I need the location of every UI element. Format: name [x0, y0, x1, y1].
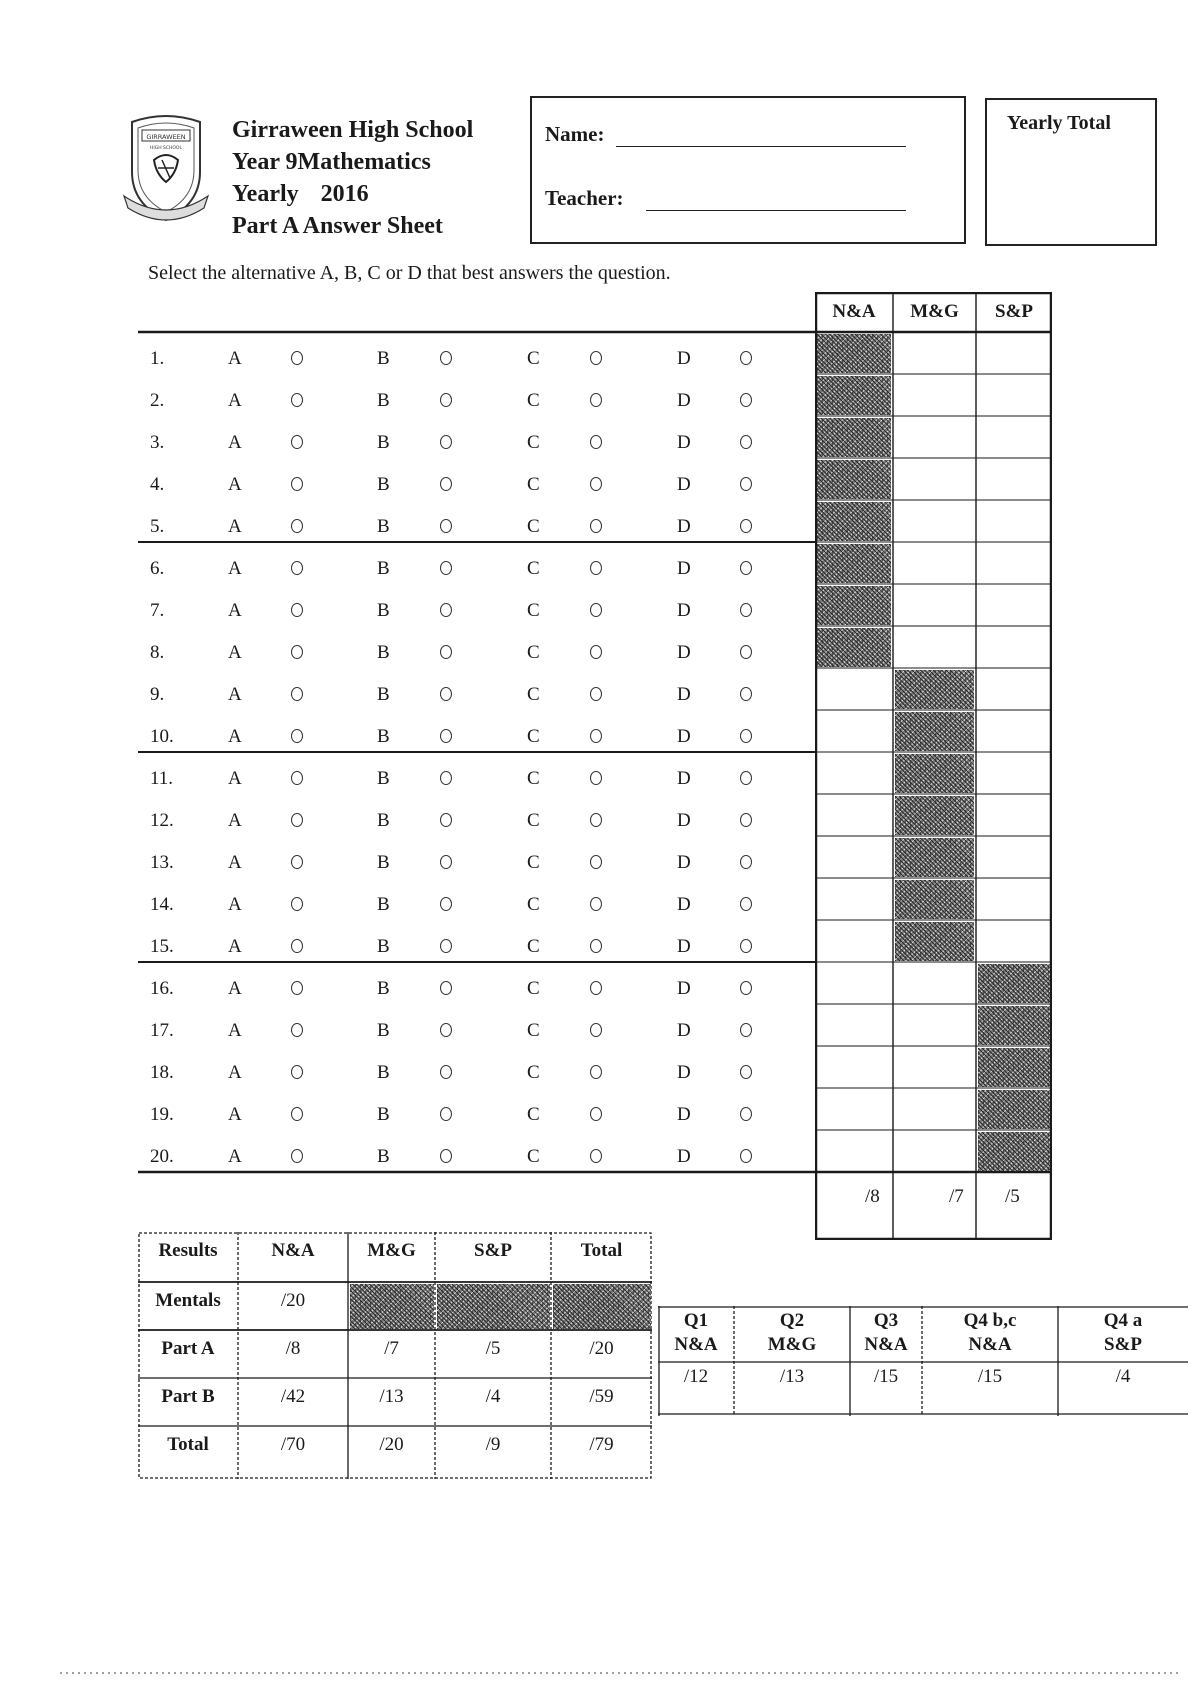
- strand-shaded-cell: [817, 502, 891, 541]
- answer-bubble-d[interactable]: [740, 939, 752, 953]
- strand-shaded-cell: [817, 334, 891, 373]
- part-b-header: Q4 b,c: [963, 1310, 1017, 1331]
- question-number: 13.: [150, 852, 174, 873]
- question-row: [0, 1052, 800, 1094]
- instruction-text: Select the alternative A, B, C or D that best answers the question.: [148, 262, 671, 284]
- option-label: D: [677, 558, 691, 579]
- question-number: 1.: [150, 348, 165, 369]
- option-label: D: [677, 390, 691, 411]
- results-shaded-cell: [437, 1284, 550, 1329]
- answer-bubble-b[interactable]: [440, 351, 452, 365]
- question-number: 16.: [150, 978, 174, 999]
- answer-bubble-d[interactable]: [740, 729, 752, 743]
- option-label: A: [228, 1104, 242, 1125]
- answer-bubble-d[interactable]: [740, 393, 752, 407]
- part-b-header: Q1: [683, 1310, 709, 1331]
- scan-edge-artifact: [60, 1672, 1180, 1674]
- option-label: B: [377, 642, 390, 663]
- answer-bubble-b[interactable]: [440, 687, 452, 701]
- answer-bubble-c[interactable]: [590, 729, 602, 743]
- option-label: B: [377, 558, 390, 579]
- option-label: B: [377, 390, 390, 411]
- option-label: D: [677, 1020, 691, 1041]
- results-table: [138, 1232, 652, 1479]
- answer-bubble-d[interactable]: [740, 855, 752, 869]
- strand-total-sp: /5: [1005, 1186, 1020, 1207]
- question-row: [0, 338, 800, 380]
- option-label: A: [228, 768, 242, 789]
- strand-table: [815, 292, 1052, 1240]
- option-label: B: [377, 978, 390, 999]
- option-label: C: [527, 852, 540, 873]
- option-label: D: [677, 768, 691, 789]
- answer-bubble-b[interactable]: [440, 519, 452, 533]
- part-b-header: S&P: [1104, 1334, 1142, 1355]
- answer-bubble-d[interactable]: [740, 1023, 752, 1037]
- answer-bubble-c[interactable]: [590, 981, 602, 995]
- option-label: A: [228, 348, 242, 369]
- question-row: [0, 758, 800, 800]
- option-label: C: [527, 432, 540, 453]
- part-b-header: Q2: [779, 1310, 805, 1331]
- option-label: A: [228, 1146, 242, 1167]
- results-value: /70: [280, 1434, 306, 1455]
- question-row: [0, 1010, 800, 1052]
- strand-shaded-cell: [817, 586, 891, 625]
- answer-bubble-d[interactable]: [740, 519, 752, 533]
- option-label: A: [228, 936, 242, 957]
- part-b-header: N&A: [968, 1334, 1012, 1355]
- strand-shaded-cell: [895, 880, 974, 919]
- answer-bubble-c[interactable]: [590, 1023, 602, 1037]
- answer-bubble-a[interactable]: [291, 645, 303, 659]
- results-value: /59: [589, 1386, 614, 1407]
- part-b-value: /15: [977, 1366, 1003, 1387]
- option-label: C: [527, 558, 540, 579]
- option-label: A: [228, 684, 242, 705]
- option-label: B: [377, 348, 390, 369]
- option-label: D: [677, 432, 691, 453]
- question-number: 7.: [150, 600, 165, 621]
- student-details-box: [530, 96, 966, 244]
- answer-bubble-b[interactable]: [440, 393, 452, 407]
- results-row-label: Part B: [161, 1386, 215, 1407]
- option-label: B: [377, 600, 390, 621]
- answer-bubble-d[interactable]: [740, 1149, 752, 1163]
- option-label: D: [677, 348, 691, 369]
- part-b-value: /13: [779, 1366, 805, 1387]
- strand-shaded-cell: [817, 418, 891, 457]
- answer-bubble-c[interactable]: [590, 393, 602, 407]
- answer-bubble-a[interactable]: [291, 603, 303, 617]
- results-value: /20: [589, 1338, 614, 1359]
- answer-bubble-b[interactable]: [440, 981, 452, 995]
- answer-bubble-a[interactable]: [291, 855, 303, 869]
- yearly-total-box[interactable]: [985, 98, 1157, 246]
- option-label: D: [677, 726, 691, 747]
- question-number: 11.: [150, 768, 174, 789]
- question-row: [0, 632, 800, 674]
- answer-bubble-c[interactable]: [590, 1065, 602, 1079]
- option-label: A: [228, 1020, 242, 1041]
- part-b-value: /12: [683, 1366, 709, 1387]
- strand-shaded-cell: [817, 376, 891, 415]
- results-header: Total: [580, 1240, 623, 1261]
- answer-bubble-b[interactable]: [440, 561, 452, 575]
- option-label: B: [377, 1104, 390, 1125]
- question-row: [0, 926, 800, 968]
- answer-bubble-b[interactable]: [440, 855, 452, 869]
- question-number: 12.: [150, 810, 174, 831]
- strand-shaded-cell: [817, 460, 891, 499]
- results-value: /8: [285, 1338, 301, 1359]
- answer-bubble-a[interactable]: [291, 981, 303, 995]
- answer-bubble-d[interactable]: [740, 477, 752, 491]
- course-title: Year 9Mathematics: [232, 149, 431, 175]
- results-value: /13: [379, 1386, 404, 1407]
- part-b-header: M&G: [767, 1334, 817, 1355]
- answer-bubble-a[interactable]: [291, 435, 303, 449]
- option-label: A: [228, 558, 242, 579]
- answer-bubble-b[interactable]: [440, 477, 452, 491]
- answer-bubble-d[interactable]: [740, 771, 752, 785]
- results-value: /7: [384, 1338, 399, 1359]
- option-label: D: [677, 1146, 691, 1167]
- strand-shaded-cell: [978, 1006, 1050, 1045]
- option-label: A: [228, 642, 242, 663]
- question-row: [0, 1094, 800, 1136]
- answer-bubble-d[interactable]: [740, 1065, 752, 1079]
- name-label: Name:: [545, 122, 605, 146]
- option-label: C: [527, 348, 540, 369]
- teacher-label: Teacher:: [545, 186, 624, 210]
- option-label: C: [527, 936, 540, 957]
- school-crest-logo: [118, 112, 214, 228]
- answer-bubble-b[interactable]: [440, 645, 452, 659]
- option-label: D: [677, 1062, 691, 1083]
- answer-bubble-b[interactable]: [440, 435, 452, 449]
- answer-bubble-c[interactable]: [590, 939, 602, 953]
- option-label: B: [377, 894, 390, 915]
- strand-shaded-cell: [978, 964, 1050, 1003]
- option-label: D: [677, 1104, 691, 1125]
- results-shaded-cell: [553, 1284, 651, 1329]
- option-label: A: [228, 852, 242, 873]
- results-value: /9: [485, 1434, 501, 1455]
- name-field[interactable]: [616, 146, 906, 147]
- answer-bubble-c[interactable]: [590, 813, 602, 827]
- answer-bubble-a[interactable]: [291, 561, 303, 575]
- results-row-label: Total: [167, 1434, 209, 1455]
- option-label: D: [677, 600, 691, 621]
- yearly-total-label: Yearly Total: [1007, 112, 1111, 134]
- answer-bubble-a[interactable]: [291, 897, 303, 911]
- question-row: [0, 968, 800, 1010]
- results-row-label: Part A: [161, 1338, 215, 1359]
- option-label: A: [228, 1062, 242, 1083]
- option-label: A: [228, 432, 242, 453]
- question-number: 5.: [150, 516, 165, 537]
- option-label: D: [677, 642, 691, 663]
- strand-shaded-cell: [817, 544, 891, 583]
- answer-bubble-b[interactable]: [440, 897, 452, 911]
- answer-bubble-c[interactable]: [590, 897, 602, 911]
- answer-bubble-d[interactable]: [740, 1107, 752, 1121]
- question-row: [0, 380, 800, 422]
- part-b-header: N&A: [674, 1334, 718, 1355]
- question-number: 15.: [150, 936, 174, 957]
- answer-bubble-b[interactable]: [440, 939, 452, 953]
- option-label: A: [228, 726, 242, 747]
- strand-shaded-cell: [978, 1048, 1050, 1087]
- results-value: /5: [485, 1338, 501, 1359]
- results-value: /4: [485, 1386, 501, 1407]
- answer-bubble-a[interactable]: [291, 1107, 303, 1121]
- answer-bubble-d[interactable]: [740, 603, 752, 617]
- exam-title: [232, 178, 369, 210]
- answer-bubble-c[interactable]: [590, 435, 602, 449]
- results-header: S&P: [474, 1240, 512, 1261]
- option-label: B: [377, 852, 390, 873]
- option-label: C: [527, 684, 540, 705]
- answer-bubble-b[interactable]: [440, 1023, 452, 1037]
- option-label: C: [527, 390, 540, 411]
- option-label: B: [377, 432, 390, 453]
- question-number: 19.: [150, 1104, 174, 1125]
- question-row: [0, 884, 800, 926]
- question-row: [0, 506, 800, 548]
- answer-bubble-a[interactable]: [291, 393, 303, 407]
- answer-bubble-b[interactable]: [440, 771, 452, 785]
- answer-bubble-a[interactable]: [291, 687, 303, 701]
- option-label: A: [228, 894, 242, 915]
- option-label: C: [527, 642, 540, 663]
- option-label: A: [228, 600, 242, 621]
- answer-bubble-d[interactable]: [740, 351, 752, 365]
- strand-header-mg: M&G: [910, 301, 959, 322]
- school-name: Girraween High School: [232, 117, 474, 143]
- question-row: [0, 674, 800, 716]
- answer-bubble-a[interactable]: [291, 1023, 303, 1037]
- option-label: D: [677, 978, 691, 999]
- option-label: D: [677, 894, 691, 915]
- option-label: D: [677, 684, 691, 705]
- part-b-header: N&A: [864, 1334, 908, 1355]
- option-label: D: [677, 516, 691, 537]
- answer-bubble-b[interactable]: [440, 603, 452, 617]
- option-label: C: [527, 1146, 540, 1167]
- strand-shaded-cell: [978, 1132, 1050, 1171]
- answer-bubble-d[interactable]: [740, 897, 752, 911]
- answer-bubble-a[interactable]: [291, 477, 303, 491]
- answer-bubble-c[interactable]: [590, 687, 602, 701]
- answer-bubble-d[interactable]: [740, 435, 752, 449]
- question-row: [0, 464, 800, 506]
- option-label: B: [377, 726, 390, 747]
- answer-bubble-c[interactable]: [590, 855, 602, 869]
- answer-bubble-b[interactable]: [440, 1065, 452, 1079]
- part-b-value: /15: [873, 1366, 899, 1387]
- answer-bubble-a[interactable]: [291, 939, 303, 953]
- question-number: 3.: [150, 432, 165, 453]
- results-header: M&G: [367, 1240, 416, 1261]
- svg-text:GIRRAWEEN: GIRRAWEEN: [146, 133, 186, 141]
- option-label: C: [527, 1062, 540, 1083]
- option-label: C: [527, 516, 540, 537]
- answer-bubble-d[interactable]: [740, 813, 752, 827]
- results-value: /42: [280, 1386, 306, 1407]
- strand-total-mg: /7: [949, 1186, 964, 1207]
- question-row: [0, 842, 800, 884]
- option-label: B: [377, 810, 390, 831]
- question-number: 8.: [150, 642, 165, 663]
- question-row: [0, 716, 800, 758]
- option-label: A: [228, 474, 242, 495]
- option-label: C: [527, 894, 540, 915]
- question-row: [0, 800, 800, 842]
- strand-shaded-cell: [895, 922, 974, 961]
- strand-shaded-cell: [895, 754, 974, 793]
- answer-bubble-a[interactable]: [291, 729, 303, 743]
- question-number: 10.: [150, 726, 174, 747]
- option-label: A: [228, 390, 242, 411]
- exam-word: Yearly: [232, 181, 299, 207]
- question-row: [0, 590, 800, 632]
- results-row-label: Mentals: [155, 1290, 221, 1311]
- option-label: C: [527, 1104, 540, 1125]
- answer-bubble-b[interactable]: [440, 1149, 452, 1163]
- answer-bubble-d[interactable]: [740, 981, 752, 995]
- answer-bubble-c[interactable]: [590, 1107, 602, 1121]
- question-number: 6.: [150, 558, 165, 579]
- strand-shaded-cell: [895, 712, 974, 751]
- option-label: C: [527, 726, 540, 747]
- strand-shaded-cell: [895, 670, 974, 709]
- results-header: Results: [158, 1240, 218, 1261]
- answer-bubble-c[interactable]: [590, 603, 602, 617]
- strand-shaded-cell: [978, 1090, 1050, 1129]
- answer-bubble-c[interactable]: [590, 561, 602, 575]
- option-label: C: [527, 1020, 540, 1041]
- svg-text:HIGH SCHOOL: HIGH SCHOOL: [150, 146, 182, 151]
- answer-bubble-a[interactable]: [291, 771, 303, 785]
- question-row: [0, 1136, 800, 1178]
- results-header: N&A: [271, 1240, 315, 1261]
- option-label: A: [228, 516, 242, 537]
- question-row: [0, 422, 800, 464]
- strand-header-sp: S&P: [995, 301, 1033, 322]
- question-number: 18.: [150, 1062, 174, 1083]
- option-label: B: [377, 516, 390, 537]
- answer-bubble-c[interactable]: [590, 771, 602, 785]
- option-label: C: [527, 474, 540, 495]
- answer-bubble-a[interactable]: [291, 813, 303, 827]
- option-label: A: [228, 810, 242, 831]
- results-value: /20: [280, 1290, 306, 1311]
- option-label: C: [527, 810, 540, 831]
- question-number: 2.: [150, 390, 165, 411]
- answer-bubble-c[interactable]: [590, 645, 602, 659]
- option-label: C: [527, 768, 540, 789]
- answer-bubble-a[interactable]: [291, 519, 303, 533]
- strand-shaded-cell: [817, 628, 891, 667]
- option-label: B: [377, 1020, 390, 1041]
- exam-year: 2016: [320, 181, 369, 207]
- option-label: B: [377, 1062, 390, 1083]
- option-label: D: [677, 474, 691, 495]
- answer-bubble-b[interactable]: [440, 813, 452, 827]
- results-value: /20: [379, 1434, 404, 1455]
- answer-bubble-b[interactable]: [440, 729, 452, 743]
- option-label: C: [527, 600, 540, 621]
- teacher-field[interactable]: [646, 210, 906, 211]
- question-number: 9.: [150, 684, 165, 705]
- option-label: B: [377, 1146, 390, 1167]
- strand-total-na: /8: [865, 1186, 880, 1207]
- answer-bubble-c[interactable]: [590, 351, 602, 365]
- answer-bubble-d[interactable]: [740, 687, 752, 701]
- option-label: B: [377, 936, 390, 957]
- answer-bubble-a[interactable]: [291, 1149, 303, 1163]
- option-label: B: [377, 768, 390, 789]
- strand-shaded-cell: [895, 838, 974, 877]
- part-b-value: /4: [1115, 1366, 1131, 1387]
- part-b-header: Q3: [873, 1310, 899, 1331]
- question-number: 4.: [150, 474, 165, 495]
- question-number: 17.: [150, 1020, 174, 1041]
- answer-bubble-c[interactable]: [590, 519, 602, 533]
- answer-bubble-a[interactable]: [291, 1065, 303, 1079]
- strand-shaded-cell: [895, 796, 974, 835]
- answer-bubble-d[interactable]: [740, 645, 752, 659]
- option-label: B: [377, 474, 390, 495]
- question-number: 20.: [150, 1146, 174, 1167]
- option-label: B: [377, 684, 390, 705]
- answer-bubble-a[interactable]: [291, 351, 303, 365]
- results-shaded-cell: [350, 1284, 434, 1329]
- option-label: A: [228, 978, 242, 999]
- option-label: D: [677, 810, 691, 831]
- option-label: C: [527, 978, 540, 999]
- option-label: D: [677, 852, 691, 873]
- part-b-table: [658, 1306, 1188, 1416]
- question-number: 14.: [150, 894, 174, 915]
- part-b-header: Q4 a: [1103, 1310, 1143, 1331]
- question-row: [0, 548, 800, 590]
- option-label: D: [677, 936, 691, 957]
- answer-bubble-c[interactable]: [590, 1149, 602, 1163]
- answer-bubble-d[interactable]: [740, 561, 752, 575]
- strand-header-na: N&A: [832, 301, 876, 322]
- answer-bubble-b[interactable]: [440, 1107, 452, 1121]
- sheet-title: Part A Answer Sheet: [232, 213, 443, 239]
- results-value: /79: [589, 1434, 614, 1455]
- answer-bubble-c[interactable]: [590, 477, 602, 491]
